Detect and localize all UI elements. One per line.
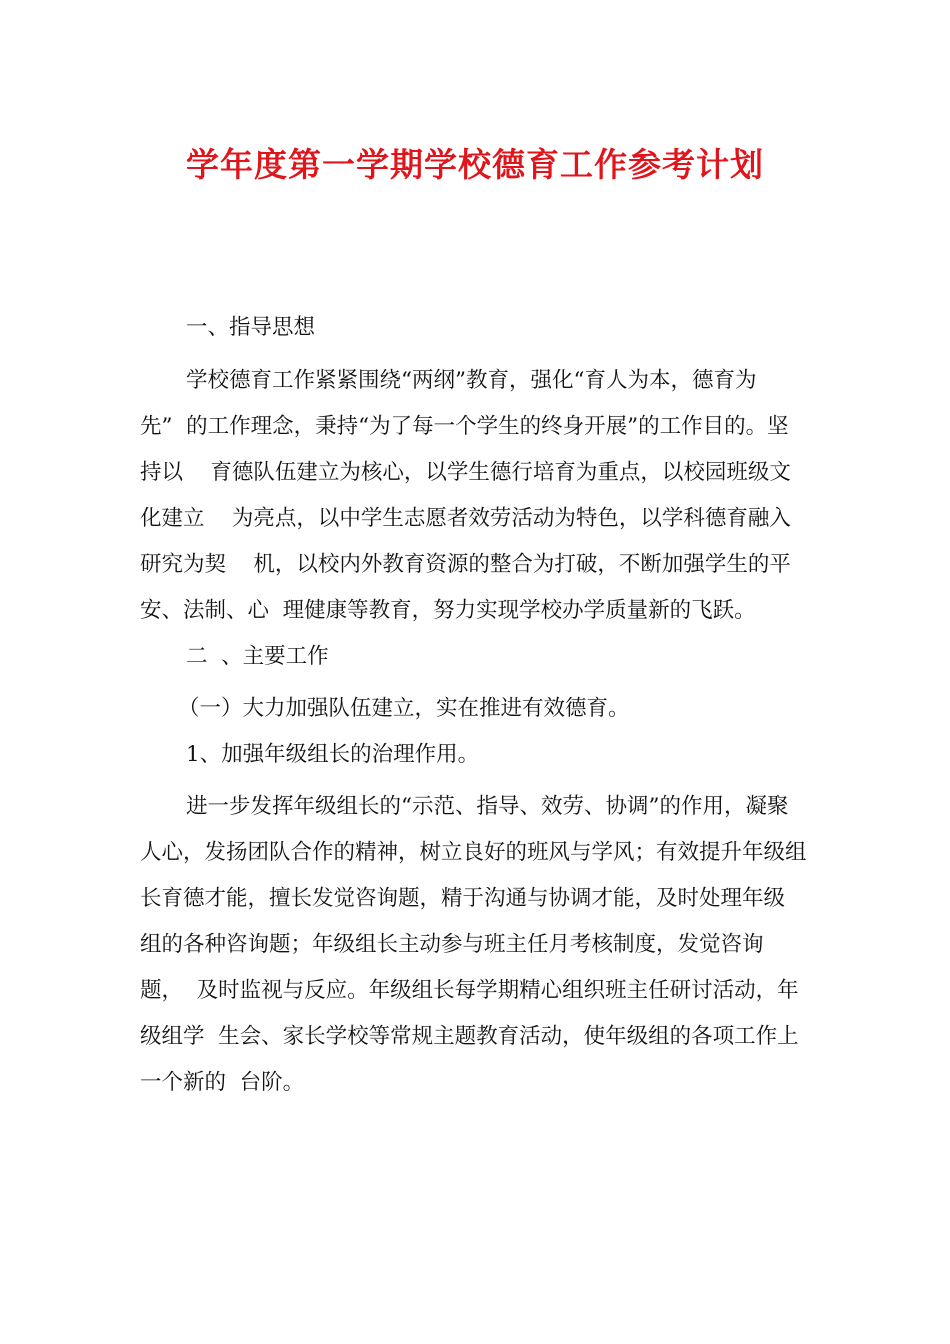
paragraph-line: 组的各种咨询题；年级组长主动参与班主任月考核制度，发觉咨询: [140, 932, 764, 957]
paragraph-line: 先” 的工作理念，秉持“为了每一个学生的终身开展”的工作目的。坚: [140, 414, 789, 439]
paragraph-line: 级组学 生会、家长学校等常规主题教育活动，使年级组的各项工作上: [140, 1024, 799, 1049]
paragraph-line: 安、法制、心 理健康等教育，努力实现学校办学质量新的飞跃。: [140, 598, 756, 623]
heading-guiding-ideology: 一、指导思想: [186, 315, 316, 340]
paragraph-line: 化建立 为亮点，以中学生志愿者效劳活动为特色，以学科德育融入: [140, 506, 791, 531]
paragraph-line: 学校德育工作紧紧围绕“两纲”教育，强化“育人为本，德育为: [186, 368, 757, 393]
paragraph-line: 题， 及时监视与反应。年级组长每学期精心组织班主任研讨活动，年: [140, 978, 799, 1003]
document-title: 学年度第一学期学校德育工作参考计划: [186, 145, 764, 184]
paragraph-line: 研究为契 机，以校内外教育资源的整合为打破，不断加强学生的平: [140, 552, 791, 577]
subheading-team-building: （一）大力加强队伍建立，实在推进有效德育。: [178, 696, 630, 721]
paragraph-line: 进一步发挥年级组长的“示范、指导、效劳、协调”的作用，凝聚: [186, 794, 789, 819]
paragraph-line: 人心，发扬团队合作的精神，树立良好的班风与学风；有效提升年级组: [140, 840, 807, 865]
paragraph-line: 持以 育德队伍建立为核心，以学生德行培育为重点，以校园班级文: [140, 460, 791, 485]
heading-main-work: 二 、主要工作: [186, 644, 329, 669]
paragraph-line: 长育德才能，擅长发觉咨询题，精于沟通与协调才能，及时处理年级: [140, 886, 786, 911]
subheading-grade-leader: 1、加强年级组长的治理作用。: [186, 742, 480, 767]
paragraph-line: 一个新的 台阶。: [140, 1070, 305, 1095]
